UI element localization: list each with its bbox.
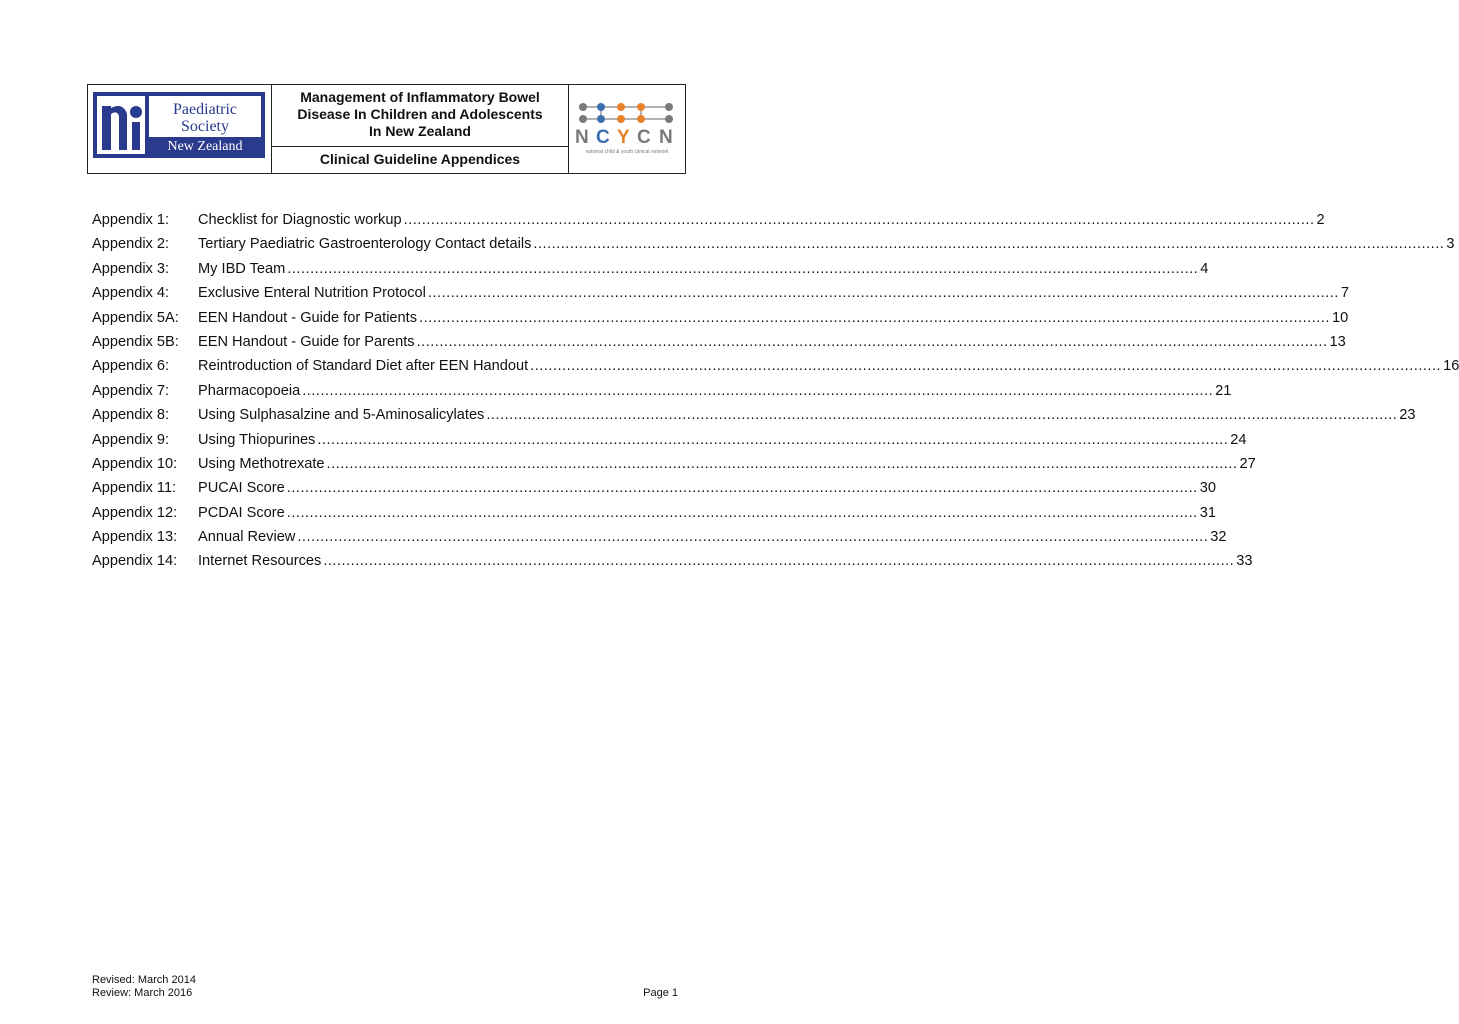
toc-entry[interactable] — [92, 382, 1232, 407]
svg-text:N: N — [575, 127, 592, 148]
appendix-page: 30 — [1199, 480, 1216, 497]
appendix-title: Checklist for Diagnostic workup — [198, 212, 402, 228]
appendix-title: Using Sulphasalzine and 5-Aminosalicylates — [198, 407, 485, 424]
title-line-2: Disease In Children and Adolescents — [297, 106, 543, 122]
appendix-label: Appendix 7: — [92, 382, 170, 399]
header-title-cell — [272, 85, 569, 173]
appendix-page: 3 — [1446, 236, 1455, 253]
appendix-page: 23 — [1399, 407, 1416, 424]
page-number: Page 1 — [643, 987, 678, 999]
toc-entry[interactable] — [92, 553, 1253, 577]
title-line-1: Management of Inflammatory Bowel — [300, 89, 540, 105]
appendix-title: Pharmacopoeia — [198, 382, 301, 399]
appendix-label: Appendix 11: — [92, 480, 177, 497]
appendix-label: Appendix 1: — [92, 212, 170, 228]
toc-entry[interactable] — [92, 358, 1459, 382]
dot-leader: ........................................................................................................................................................................................................ — [419, 309, 1330, 326]
svg-text:Y: Y — [617, 127, 630, 148]
toc-entry[interactable] — [92, 260, 1209, 285]
appendix-page: 2 — [1316, 212, 1325, 228]
dot-leader: ........................................................................................................................................................................................................ — [323, 553, 1235, 570]
appendix-title: Using Thiopurines — [198, 431, 316, 448]
appendix-page: 21 — [1215, 382, 1232, 399]
toc-entry[interactable] — [92, 236, 1455, 260]
toc-entry[interactable] — [92, 333, 1346, 358]
document-header — [87, 84, 686, 174]
appendix-title: PCDAI Score — [198, 504, 285, 521]
dot-leader: ........................................................................................................................................................................................................ — [297, 529, 1209, 546]
appendix-label: Appendix 14: — [92, 553, 178, 570]
appendix-page: 31 — [1199, 504, 1216, 521]
document-title — [272, 89, 568, 140]
dot-leader: ........................................................................................................................................................................................................ — [486, 407, 1398, 424]
logo-line-1: Paediatric — [173, 101, 237, 118]
logo-line-3: New Zealand — [167, 139, 243, 154]
appendix-title: My IBD Team — [198, 260, 286, 277]
dot-leader: ........................................................................................................................................................................................................ — [286, 504, 1198, 521]
appendix-page: 33 — [1236, 553, 1253, 570]
appendix-page: 10 — [1331, 309, 1349, 326]
svg-text:N: N — [659, 127, 673, 148]
dot-leader: ........................................................................................................................................................................................................ — [533, 236, 1445, 253]
dot-leader: ........................................................................................................................................................................................................ — [287, 260, 1199, 277]
review-date: Review: March 2016 — [92, 987, 193, 999]
appendix-label: Appendix 12: — [92, 504, 178, 521]
appendix-label: Appendix 2: — [92, 236, 170, 253]
dot-leader: ........................................................................................................................................................................................................ — [286, 480, 1198, 497]
appendix-label: Appendix 4: — [92, 285, 170, 302]
ncycn-tagline: national child & youth clinical network — [585, 149, 669, 155]
appendix-page: 4 — [1200, 260, 1209, 277]
header-ncycn-cell — [569, 85, 685, 173]
toc-entry[interactable] — [92, 212, 1325, 236]
appendix-title: EEN Handout - Guide for Patients — [198, 309, 418, 326]
appendix-label: Appendix 3: — [92, 260, 170, 277]
svg-text:C: C — [637, 127, 651, 148]
dot-leader: ........................................................................................................................................................................................................ — [317, 431, 1229, 448]
appendix-title: Tertiary Paediatric Gastroenterology Contact details — [198, 236, 532, 253]
appendix-title: Exclusive Enteral Nutrition Protocol — [198, 285, 426, 302]
toc-entry[interactable] — [92, 480, 1216, 504]
appendix-title: Reintroduction of Standard Diet after EEN Handout — [198, 358, 529, 375]
dot-leader: ........................................................................................................................................................................................................ — [403, 212, 1315, 228]
toc-entry[interactable] — [92, 529, 1227, 553]
revised-date: Revised: March 2014 — [92, 974, 196, 986]
dot-leader: ........................................................................................................................................................................................................ — [302, 382, 1214, 399]
dot-leader: ........................................................................................................................................................................................................ — [530, 358, 1442, 375]
appendix-page: 16 — [1443, 358, 1459, 375]
title-line-3: In New Zealand — [369, 123, 471, 139]
appendix-label: Appendix 13: — [92, 529, 178, 546]
appendix-page: 13 — [1329, 333, 1346, 350]
appendix-page: 24 — [1230, 431, 1247, 448]
toc-entry[interactable] — [92, 431, 1247, 456]
toc-entry[interactable] — [92, 455, 1256, 480]
dot-leader: ........................................................................................................................................................................................................ — [326, 455, 1238, 472]
footer-dates — [92, 974, 196, 1000]
toc-entry[interactable] — [92, 504, 1216, 529]
appendix-page: 27 — [1239, 455, 1256, 472]
appendix-table-of-contents — [92, 212, 1459, 578]
toc-entry[interactable] — [92, 285, 1349, 309]
appendix-label: Appendix 10: — [92, 455, 178, 472]
document-subtitle: Clinical Guideline Appendices — [319, 151, 521, 167]
appendix-label: Appendix 5B: — [92, 333, 179, 350]
dot-leader: ........................................................................................................................................................................................................ — [416, 333, 1328, 350]
toc-entry[interactable] — [92, 407, 1416, 431]
appendix-label: Appendix 8: — [92, 407, 170, 424]
appendix-title: Internet Resources — [198, 553, 322, 570]
header-logo-cell — [88, 85, 272, 173]
appendix-title: Using Methotrexate — [198, 455, 325, 472]
logo-line-2: Society — [181, 118, 229, 135]
dot-leader: ........................................................................................................................................................................................................ — [427, 285, 1339, 302]
toc-entry[interactable] — [92, 309, 1349, 334]
appendix-title: PUCAI Score — [198, 480, 285, 497]
appendix-page: 7 — [1340, 285, 1349, 302]
appendix-label: Appendix 6: — [92, 358, 170, 375]
appendix-label: Appendix 5A: — [92, 309, 179, 326]
paediatric-society-logo — [93, 92, 265, 158]
appendix-title: EEN Handout - Guide for Parents — [198, 333, 415, 350]
appendix-label: Appendix 9: — [92, 431, 170, 448]
svg-text:C: C — [596, 127, 610, 148]
appendix-page: 32 — [1210, 529, 1227, 546]
appendix-title: Annual Review — [198, 529, 296, 546]
ncycn-logo — [573, 95, 681, 157]
